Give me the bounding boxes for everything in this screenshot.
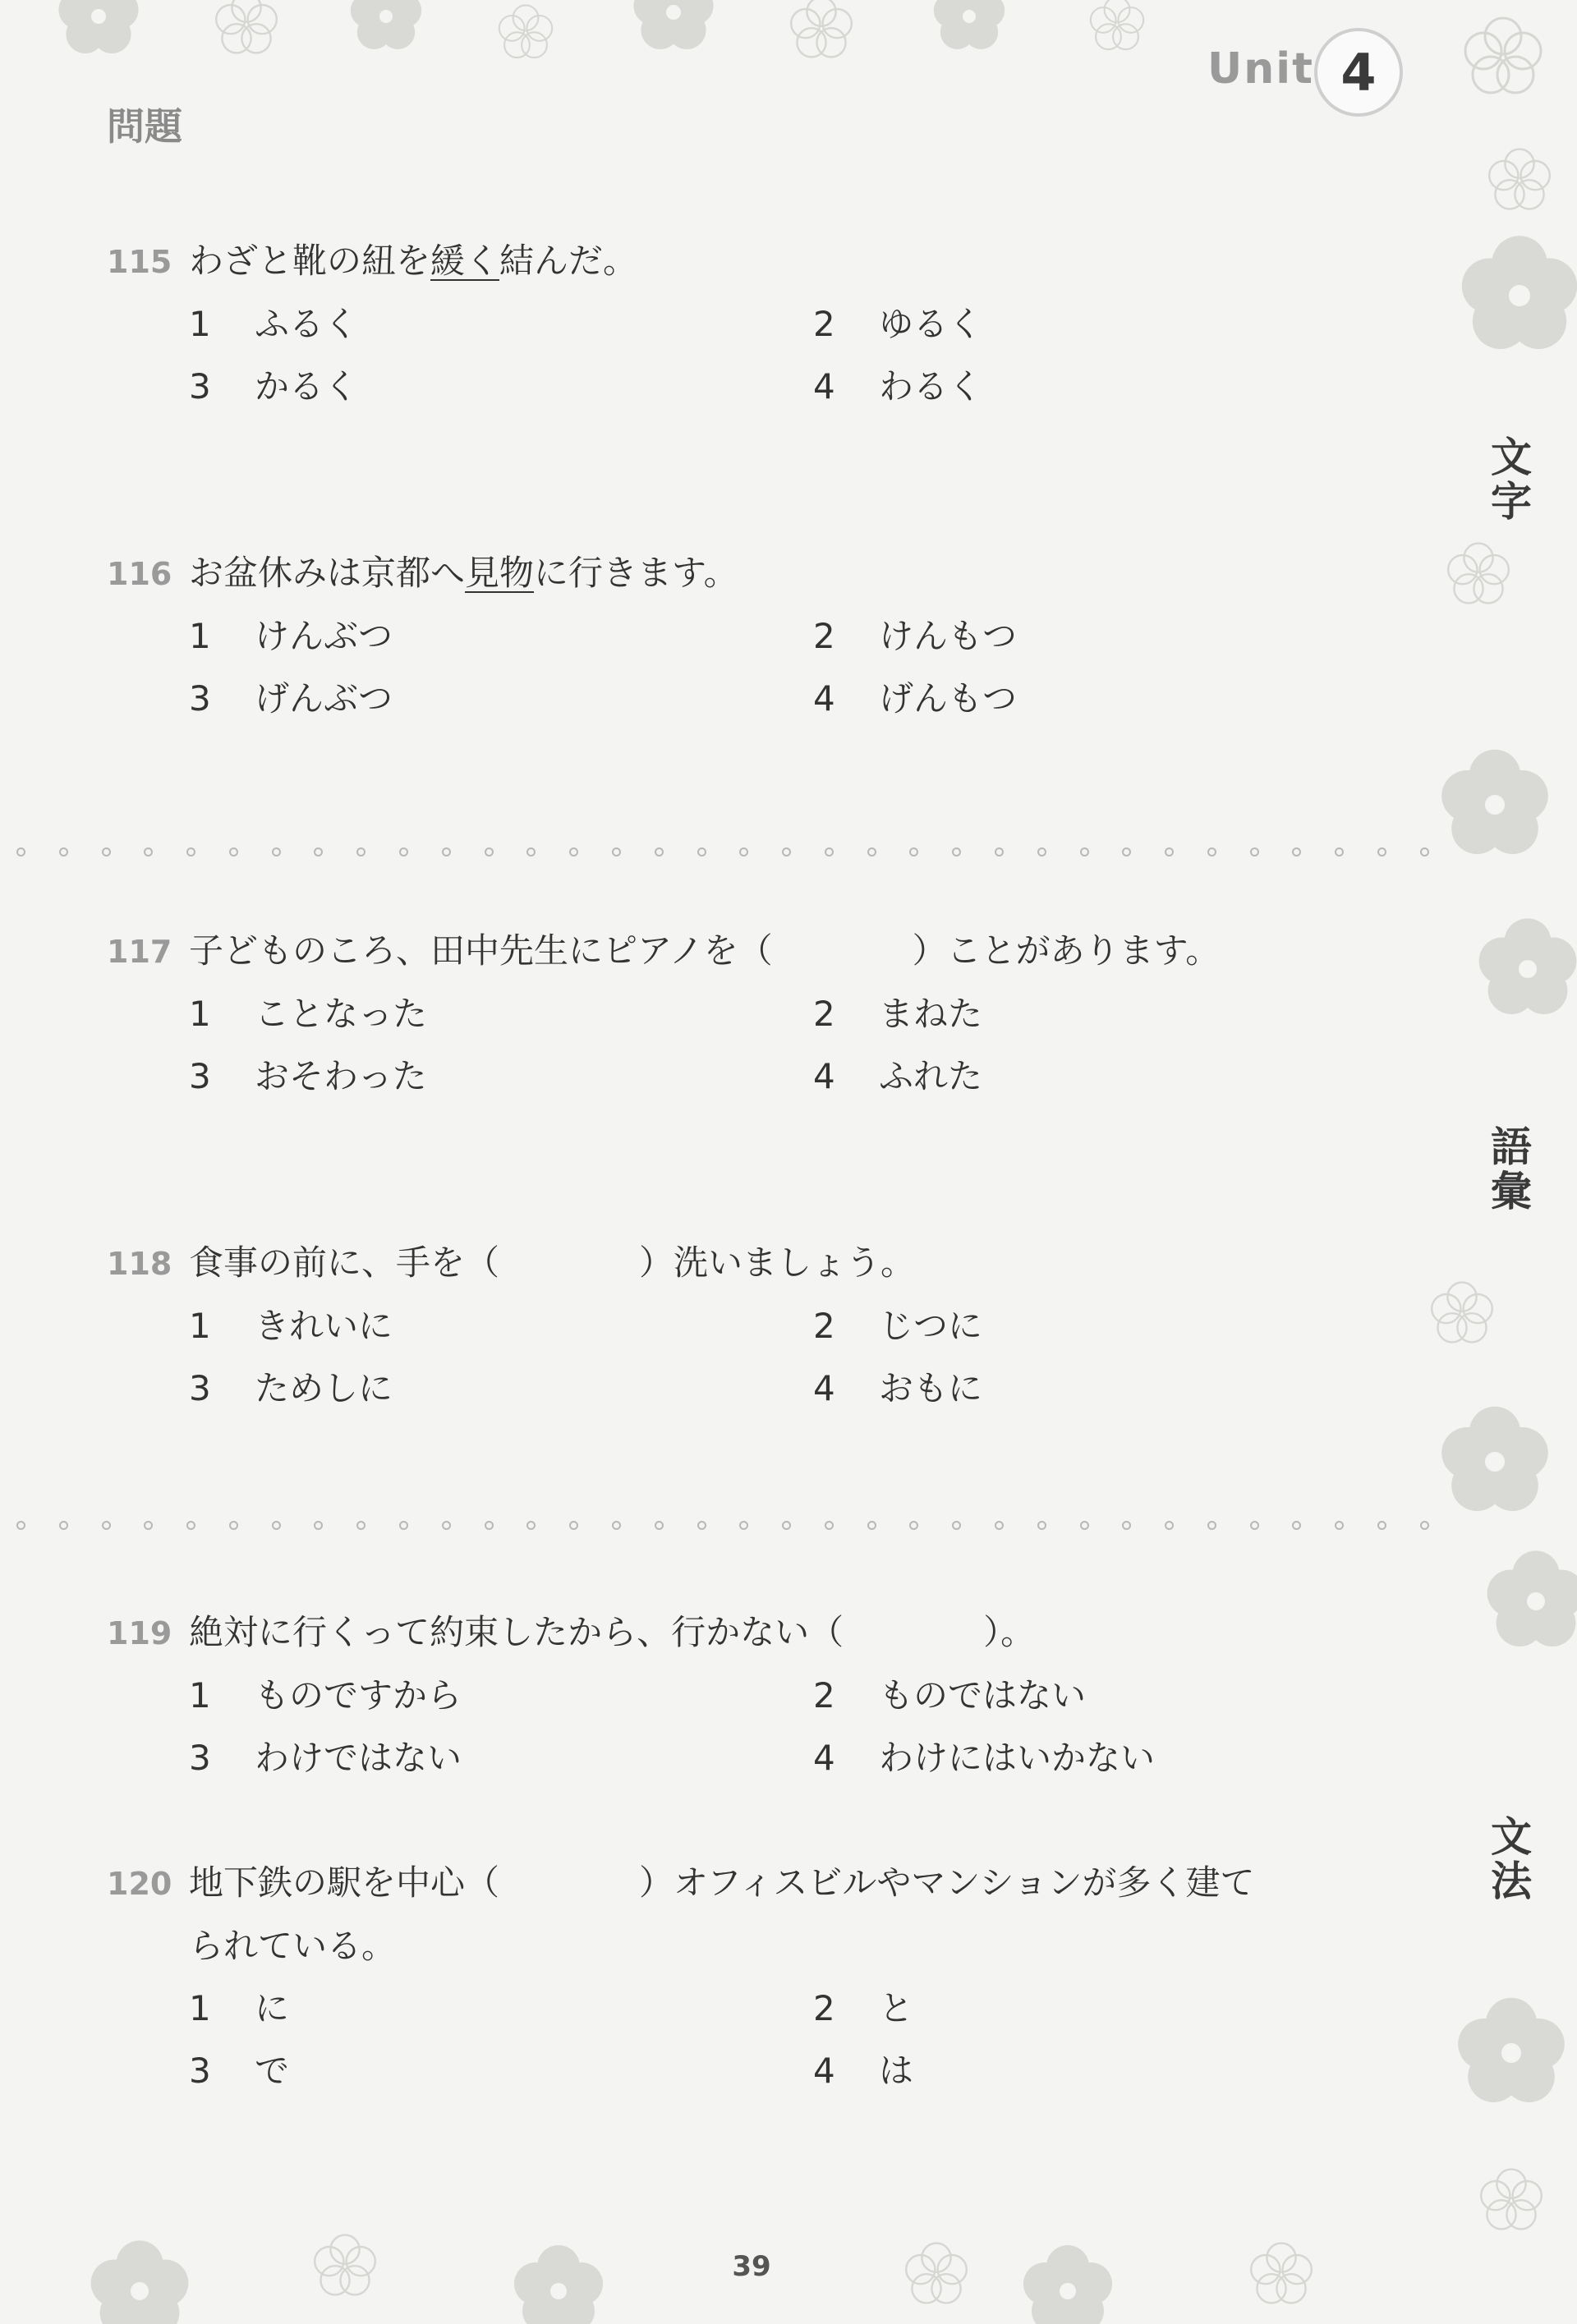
separator-dot: [655, 847, 664, 857]
question-117: [107, 920, 1388, 1108]
separator-dot: [442, 1521, 451, 1530]
separator-dot: [909, 1521, 918, 1530]
option[interactable]: 3 げんぶつ: [189, 678, 393, 719]
options: [107, 605, 1388, 730]
option[interactable]: 1 ことなった: [189, 994, 428, 1034]
separator-dot: [356, 847, 366, 857]
underlined-word: 見物: [465, 553, 535, 593]
separator-dot: [995, 1521, 1004, 1530]
question-number: 120: [107, 1866, 172, 1902]
separator-dot: [144, 1521, 153, 1530]
separator-dot: [782, 847, 791, 857]
side-tab-goi: 語 彙: [1491, 1123, 1532, 1215]
separator-dot: [1335, 1521, 1344, 1530]
separator-dot: [1292, 847, 1301, 857]
question-number: 116: [107, 556, 172, 592]
separator-dot: [356, 1521, 366, 1530]
separator-dot: [229, 847, 238, 857]
separator-dot: [952, 1521, 961, 1530]
separator-dot: [655, 1521, 664, 1530]
separator-dot: [1207, 847, 1216, 857]
separator-dot: [825, 847, 834, 857]
separator-dot: [314, 1521, 323, 1530]
question-115: [107, 230, 1388, 418]
option[interactable]: 4 わるく: [813, 366, 983, 406]
option[interactable]: 4 おもに: [813, 1368, 983, 1408]
question-text: 絶対に行くって約束したから、行かない（ ）。: [189, 1612, 1036, 1652]
separator-dot: [1165, 847, 1174, 857]
dotted-separator: [16, 847, 1429, 864]
separator-dot: [1250, 1521, 1259, 1530]
separator-dot: [16, 847, 25, 857]
page-number: 39: [732, 2250, 771, 2283]
separator-dot: [697, 1521, 706, 1530]
separator-dot: [909, 847, 918, 857]
question-number: 117: [107, 934, 172, 970]
separator-dot: [485, 1521, 494, 1530]
question-116: [107, 542, 1388, 730]
option[interactable]: 2 ゆるく: [813, 304, 983, 344]
option[interactable]: 3 で: [189, 2051, 290, 2091]
option[interactable]: 2 と: [813, 1988, 914, 2028]
separator-dot: [1335, 847, 1344, 857]
question-text: 地下鉄の駅を中心（ ）オフィスビルやマンションが多く建て: [189, 1862, 1255, 1903]
unit-badge: [1207, 25, 1421, 115]
option[interactable]: 1 きれいに: [189, 1306, 393, 1346]
separator-dot: [16, 1521, 25, 1530]
option[interactable]: 2 まねた: [813, 994, 983, 1034]
separator-dot: [272, 847, 281, 857]
separator-dot: [952, 847, 961, 857]
separator-dot: [186, 847, 195, 857]
separator-dot: [1122, 847, 1131, 857]
separator-dot: [526, 847, 536, 857]
question-text: 食事の前に、手を（ ）洗いましょう。: [189, 1242, 916, 1283]
options: [107, 1665, 1388, 1789]
separator-dot: [739, 1521, 748, 1530]
separator-dot: [399, 847, 408, 857]
question-number: 119: [107, 1615, 172, 1651]
unit-number-circle: [1314, 28, 1403, 117]
separator-dot: [1420, 1521, 1429, 1530]
option[interactable]: 4 ふれた: [813, 1056, 983, 1096]
separator-dot: [314, 847, 323, 857]
question-text: わざと靴の紐を緩く結んだ。: [189, 241, 638, 281]
separator-dot: [782, 1521, 791, 1530]
option[interactable]: 1 ふるく: [189, 304, 359, 344]
option[interactable]: 1 に: [189, 1988, 290, 2028]
separator-dot: [569, 847, 578, 857]
option[interactable]: 3 かるく: [189, 366, 359, 406]
separator-dot: [1207, 1521, 1216, 1530]
separator-dot: [229, 1521, 238, 1530]
separator-dot: [1080, 1521, 1089, 1530]
separator-dot: [867, 847, 876, 857]
options: [107, 293, 1388, 418]
options: [107, 983, 1388, 1108]
question-text: お盆休みは京都へ見物に行きます。: [189, 553, 738, 593]
side-tab-moji: 文 字: [1491, 434, 1532, 526]
separator-dot: [612, 1521, 621, 1530]
options: [107, 1295, 1388, 1420]
option[interactable]: 2 ものではない: [813, 1675, 1087, 1715]
unit-number: 4: [1340, 42, 1377, 103]
separator-dot: [102, 1521, 111, 1530]
option[interactable]: 4 わけにはいかない: [813, 1738, 1156, 1778]
option[interactable]: 3 おそわった: [189, 1056, 427, 1096]
separator-dot: [1420, 847, 1429, 857]
option[interactable]: 4 げんもつ: [813, 678, 1018, 719]
option[interactable]: 3 わけではない: [189, 1738, 462, 1778]
question-number: 118: [107, 1246, 172, 1282]
question-120: [107, 1852, 1388, 2102]
separator-dot: [144, 847, 153, 857]
separator-dot: [569, 1521, 578, 1530]
separator-dot: [59, 1521, 68, 1530]
question-number: 115: [107, 244, 172, 280]
separator-dot: [102, 847, 111, 857]
separator-dot: [272, 1521, 281, 1530]
separator-dot: [1250, 847, 1259, 857]
separator-dot: [995, 847, 1004, 857]
unit-label: Unit: [1207, 44, 1314, 94]
option[interactable]: 1 けんぶつ: [189, 616, 393, 656]
separator-dot: [697, 847, 706, 857]
separator-dot: [1292, 1521, 1301, 1530]
side-tab-bunpou: 文 法: [1491, 1813, 1532, 1905]
question-119: [107, 1601, 1388, 1789]
separator-dot: [59, 847, 68, 857]
question-118: [107, 1232, 1388, 1420]
separator-dot: [399, 1521, 408, 1530]
question-text: 子どものころ、田中先生にピアノを（ ）ことがあります。: [189, 930, 1221, 971]
separator-dot: [186, 1521, 195, 1530]
separator-dot: [485, 847, 494, 857]
underlined-word: 緩く: [430, 241, 500, 281]
separator-dot: [442, 847, 451, 857]
separator-dot: [1377, 847, 1386, 857]
section-title: 問題: [107, 104, 182, 149]
separator-dot: [739, 847, 748, 857]
option[interactable]: 2 けんもつ: [813, 616, 1018, 656]
separator-dot: [1037, 1521, 1046, 1530]
question-text-continued: られている。: [189, 1926, 397, 1966]
separator-dot: [1165, 1521, 1174, 1530]
separator-dot: [1037, 847, 1046, 857]
separator-dot: [526, 1521, 536, 1530]
option[interactable]: 2 じつに: [813, 1306, 983, 1346]
option[interactable]: 3 ためしに: [189, 1368, 393, 1408]
separator-dot: [825, 1521, 834, 1530]
separator-dot: [1377, 1521, 1386, 1530]
options: [107, 1977, 1388, 2102]
option[interactable]: 1 ものですから: [189, 1675, 462, 1715]
separator-dot: [867, 1521, 876, 1530]
separator-dot: [1122, 1521, 1131, 1530]
separator-dot: [612, 847, 621, 857]
option[interactable]: 4 は: [813, 2051, 914, 2091]
dotted-separator: [16, 1521, 1429, 1537]
separator-dot: [1080, 847, 1089, 857]
